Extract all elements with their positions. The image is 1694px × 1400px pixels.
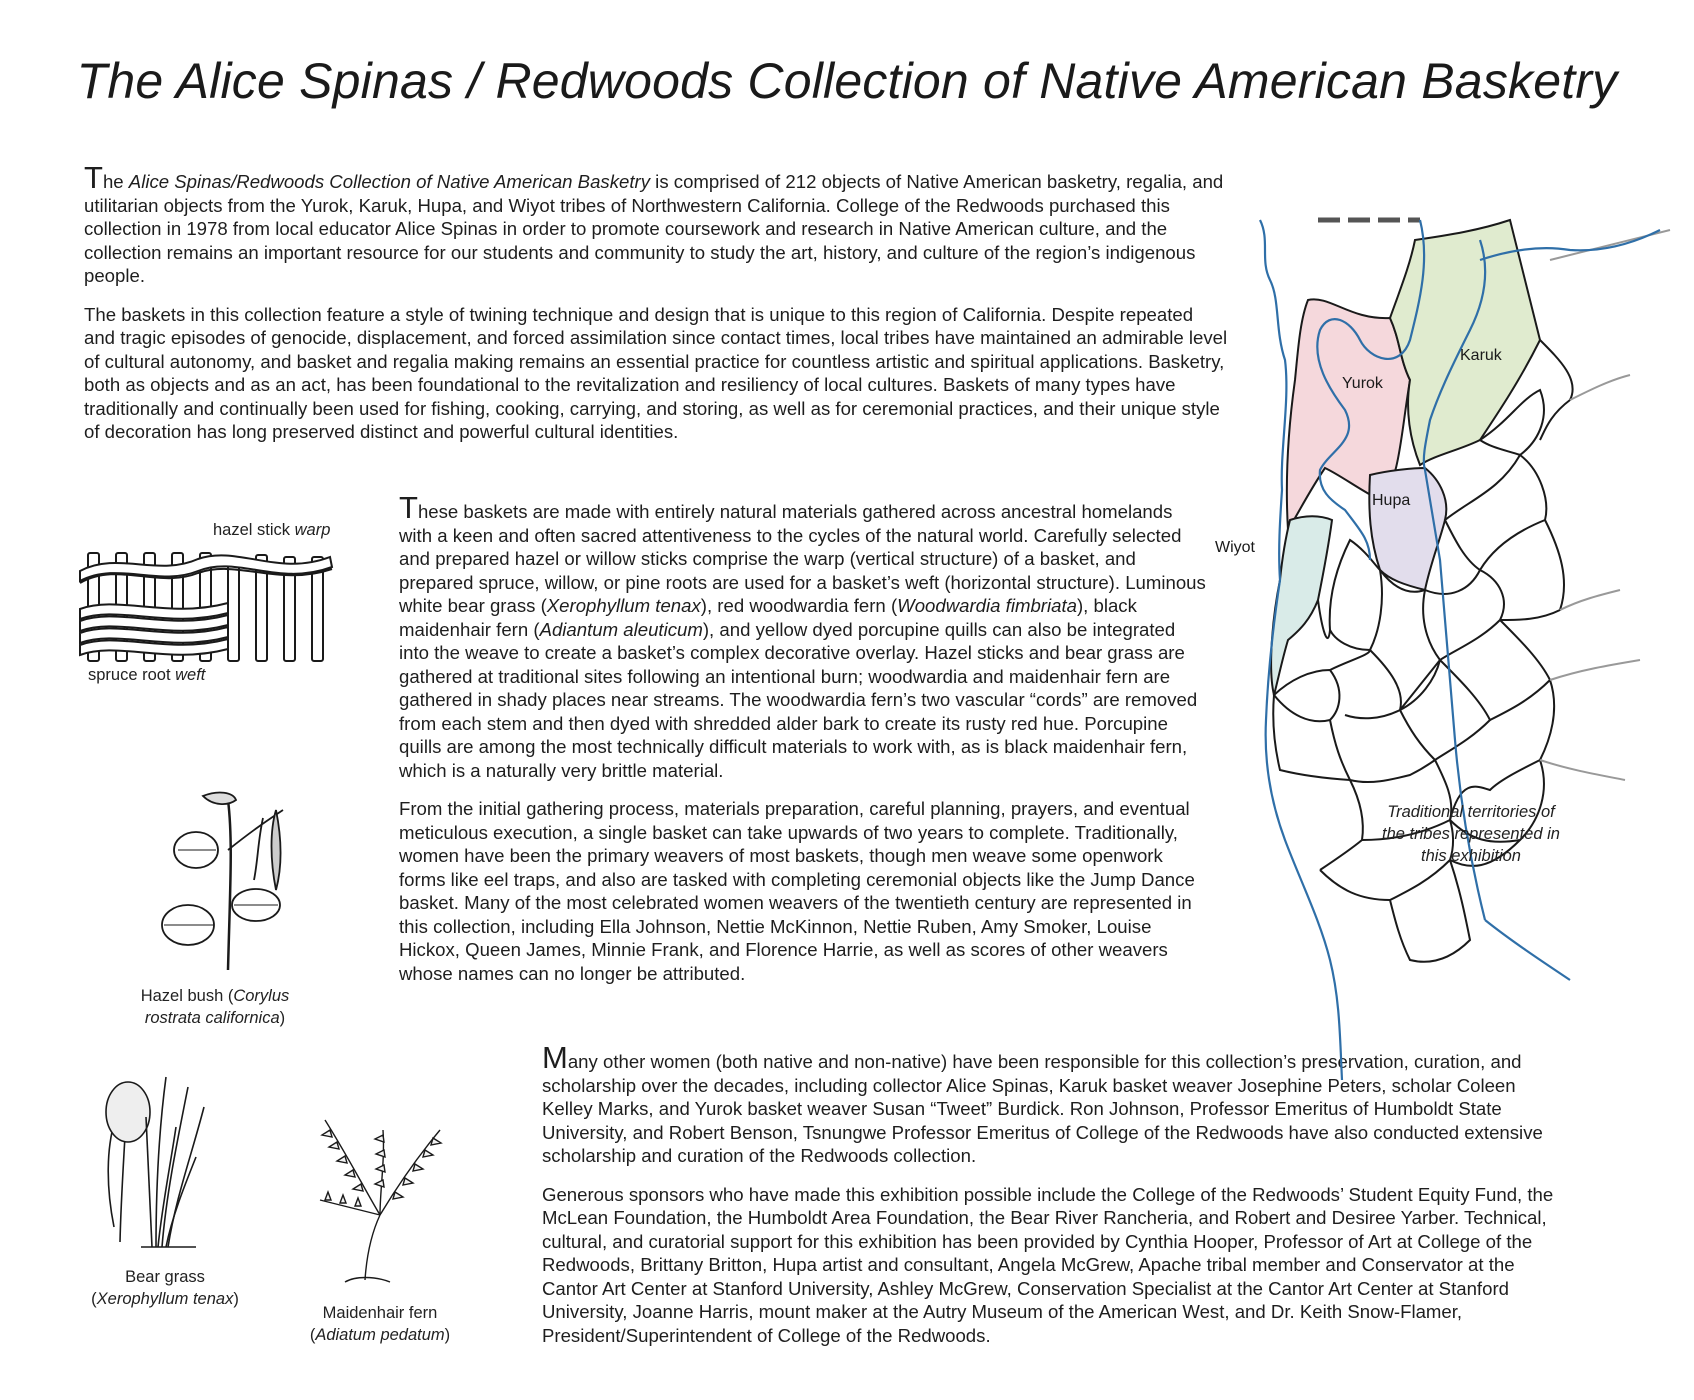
- yurok-label: Yurok: [1342, 375, 1383, 392]
- territory-map: [1215, 200, 1690, 1130]
- materials-paragraph-1: These baskets are made with entirely natural materials gathered across ancestral homelands with a keen and often sacred attentiveness to the cycles of the natural world. Carefully selected and prepared hazel or willow sticks comprise the warp (vertical structure) of a basket, and prepared spruce, willow, or pine roots are used for a basket’s weft (horizontal structure). Luminous white bear grass (Xerophyllum tenax), red woodwardia fern (Woodwardia fimbriata), black maidenhair fern (Adiantum aleuticum), and yellow dyed porcupine quills can also be integrated into the weave to create a basket’s complex decorative overlay. Hazel sticks and bear grass are gathered at traditional sites following an intentional burn; woodwardia and maidenhair fern are gathered in shady places near streams. The woodwardia fern’s two vascular “cords” are removed from each stem and then dyed with shredded alder bark to create its rusty red hue. Porcupine quills are among the most technically difficult materials to work with, as is black maidenhair fern, which is a naturally very brittle material.: [399, 490, 1206, 781]
- hazel-bush-illustration: [158, 790, 318, 980]
- closing-paragraph-2: Generous sponsors who have made this exhibition possible include the College of the Redwoods’ Student Equity Fund, the McLean Foundation, the Humboldt Area Foundation, the Bear River Rancheria, and Robert and Desiree Yarber. Technical, cultural, and curatorial support for this exhibition has been provided by Cynthia Hooper, Professor of Art at College of the Redwoods, Brittany Britton, Hupa artist and consultant, Angela McGrew, Apache tribal member and Conservator at the Cantor Art Center at Stanford University, Ashley McGrew, Conservation Specialist at the Cantor Art Center at Stanford University, Joanne Harris, mount maker at the Autry Museum of the American West, and Dr. Keith Snow-Flamer, President/Superintendent of College of the Redwoods.: [542, 1183, 1554, 1346]
- intro-text: [84, 160, 1229, 459]
- bear-grass-illustration: [96, 1077, 216, 1257]
- bear-grass-caption: Bear grass (Xerophyllum tenax): [91, 1268, 239, 1308]
- maidenhair-fern-illustration: [305, 1110, 455, 1290]
- closing-dropcap: M: [542, 1040, 568, 1075]
- intro-paragraph-1: The Alice Spinas/Redwoods Collection of Native American Basketry is comprised of 212 objects of Native American basketry, regalia, and utilitarian objects from the Yurok, Karuk, Hupa, and Wiyot tribes of Northwestern California. College of the Redwoods purchased this collection in 1978 from local educator Alice Spinas in order to promote coursework and research in Native American culture, and the collection remains an important resource for our students and community to study the art, history, and culture of the region’s indigenous people.: [84, 160, 1224, 286]
- warp-label: hazel stick warp: [213, 521, 331, 539]
- hazel-caption: Hazel bush (Corylus rostrata californica): [140, 987, 290, 1027]
- materials-paragraph-2: From the initial gathering process, materials preparation, careful planning, prayers, and eventual meticulous execution, a single basket can take upwards of two years to complete. Traditionally, women have been the primary weavers of most baskets, though men weave some openwork forms like eel traps, and also are tasked with completing ceremonial objects like the Jump Dance basket. Many of the most celebrated women weavers of the twentieth century are represented in this collection, including Ella Johnson, Nettie McKinnon, Nettie Ruben, Amy Smoker, Louise Hickox, Queen James, Minnie Frank, and Florence Harrie, as well as scores of other weavers whose names can no longer be attributed.: [399, 798, 1195, 984]
- karuk-label: Karuk: [1460, 347, 1502, 364]
- intro-paragraph-2: The baskets in this collection feature a style of twining technique and design that is unique to this region of California. Despite repeated and tragic episodes of genocide, displacement, and forced assimilation since contact times, local tribes have maintained an admirable level of cultural autonomy, and basket and regalia making remains an essential practice for countless artistic and spiritual applications. Basketry, both as objects and as an act, has been foundational to the revitalization and resiliency of local cultures. Baskets of many types have traditionally and continually been used for fishing, cooking, carrying, and storing, as well as for ceremonial practices, and their unique style of decoration has long preserved distinct and powerful cultural identities.: [84, 303, 1228, 442]
- page-title: The Alice Spinas / Redwoods Collection of Native American Basketry: [76, 53, 1618, 109]
- weft-label: spruce root weft: [88, 666, 206, 684]
- hupa-label: Hupa: [1372, 492, 1411, 509]
- collection-name: Alice Spinas/Redwoods Collection of Native American Basketry: [128, 171, 651, 192]
- weave-illustration: [78, 543, 358, 673]
- closing-paragraph-1: Many other women (both native and non-native) have been responsible for this collection’s preservation, curation, and scholarship over the decades, including collector Alice Spinas, Karuk basket weaver Josephine Peters, scholar Coleen Kelley Marks, and Yurok basket weaver Susan “Tweet” Burdick. Ron Johnson, Professor Emeritus of Humboldt State University, and Robert Benson, Tsnungwe Professor Emeritus of College of the Redwoods have also conducted extensive scholarship and curation of the Redwoods collection.: [542, 1040, 1543, 1166]
- wiyot-label: Wiyot: [1215, 539, 1255, 556]
- materials-dropcap: T: [399, 490, 418, 525]
- map-caption: Traditional territories of the tribes represented in this exhibition: [1382, 803, 1560, 865]
- maidenhair-caption: Maidenhair fern (Adiatum pedatum): [309, 1304, 451, 1344]
- intro-dropcap: T: [84, 160, 103, 195]
- materials-text: [399, 490, 1209, 1000]
